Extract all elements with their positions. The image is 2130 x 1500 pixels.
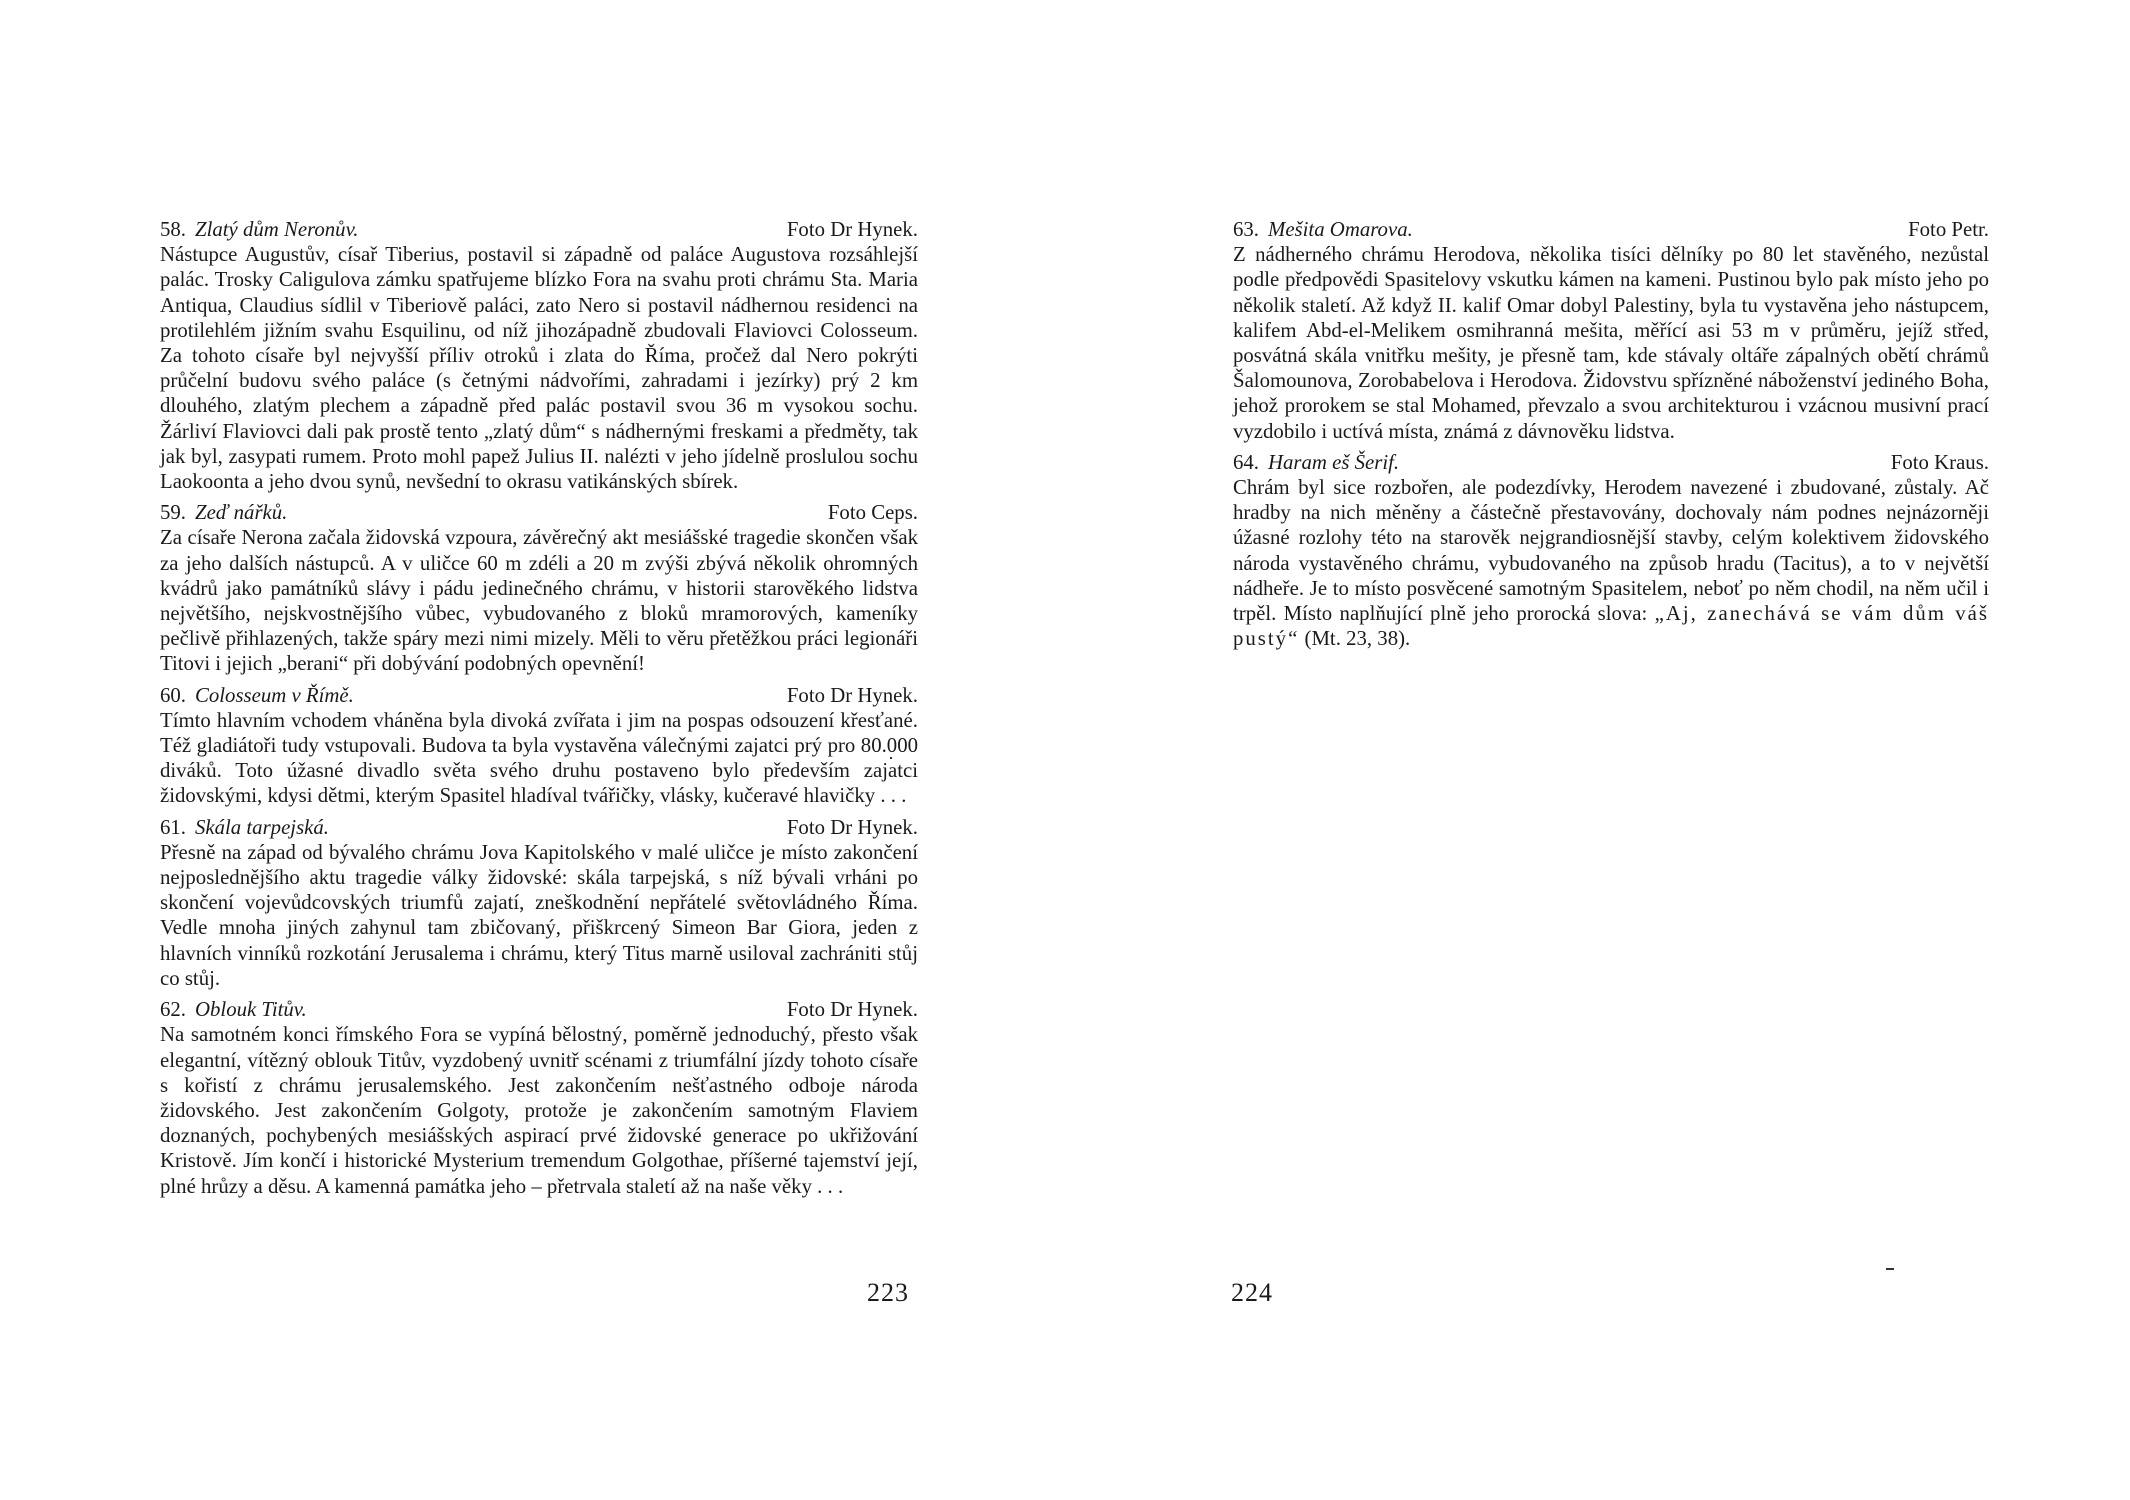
caption-text bbox=[1233, 475, 1989, 651]
right-page bbox=[1065, 0, 2130, 1500]
caption-text: Za císaře Nerona začala židovská vzpoura, závěrečný akt mesiášské tragedie skončen však za jeho dalších nástupců. A v uličce 60 m zdéli a 20 m zvýši zbývá několik ohromných kvádrů jako památníků slávy i pádu jedinečného chrámu, v historii starověkého lidstva největšího, nejskvostnějšího vůbec, vybudovaného z bloků mramorových, kameníky pečlivě přihlazených, takže spáry mezi nimi mizely. Měli to věru přetěžkou práci legionáři Titovi i jejich „berani“ při dobývání podobných opevnění! bbox=[160, 526, 918, 676]
caption-text: Z nádherného chrámu Herodova, několika tisíci dělníky po 80 let stavěného, nezůstal podle předpovědi Spasitelovy vskutku kámen na kameni. Pustinou bylo pak místo jeho po několik staletí. Až když II. kalif Omar dobyl Palestiny, byla tu vystavěna jeho nástupcem, kalifem Abd-el-Melikem osmihranná mešita, měřící asi 53 m v průměru, jejíž střed, posvátná skála vnitřku mešity, je přesně tam, kde stávaly oltáře zápalných obětí chrámů Šalomounova, Zorobabelova i Herodova. Židovstvu spřízněné náboženství jediného Boha, jehož prorokem se stal Mohamed, převzalo a svou architekturou i vzácnou musivní prací vyzdobilo i uctívá místa, známá z dávnověku lidstva. bbox=[1233, 243, 1989, 443]
caption-heading bbox=[160, 500, 918, 525]
photo-credit: Foto Dr Hynek. bbox=[786, 683, 918, 707]
caption-entry-63 bbox=[1233, 217, 1989, 444]
caption-number: 64. bbox=[1233, 450, 1259, 474]
caption-entry-61 bbox=[160, 815, 918, 991]
caption-entry-60 bbox=[160, 683, 918, 809]
scripture-quote: „Aj, zanechává se vám dům váš pustý“ bbox=[1233, 602, 1989, 651]
caption-number: 61. bbox=[160, 815, 186, 839]
caption-text: Přesně na západ od bývalého chrámu Jova Kapitolského v malé uličce je místo zakončení nejposlednějšího aktu tragedie války židovské: skála tarpejská, s níž bývali vrháni po skončení vojevůdcovských triumfů zajatí, zneškodnění nepřátelé světovládného Říma. Vedle mnoha jiných zahynul tam zbičovaný, přiškrcený Simeon Bar Giora, jeden z hlavních vinníků rozkotání Jerusalema i chrámu, který Titus marně usiloval zachrániti stůj co stůj. bbox=[160, 840, 918, 990]
caption-heading bbox=[1233, 450, 1989, 475]
right-page-column bbox=[1233, 217, 1989, 657]
caption-text: Nástupce Augustův, císař Tiberius, postavil si západně od paláce Augustova rozsáhlejší palác. Trosky Caligulova zámku spatřujeme blízko Fora na svahu proti chrámu Sta. Maria Antiqua, Claudius sídlil v Tiberiově paláci, zato Nero si postavil nádhernou residenci na protilehlém jižním svahu Esquilinu, od níž jihozápadně zbudovali Flaviovci Colosseum. Za tohoto císaře byl nejvyšší příliv otroků i zlata do Říma, pročež dal Nero pokrýti průčelní budovu svého paláce (s četnými nádvořími, zahradami i jezírky) prý 2 km dlouhého, zlatým plechem a západně před palác postavil svou 36 m vysokou sochu. Žárliví Flaviovci dali pak prostě tento „zlatý dům“ s nádhernými freskami a předměty, tak jak byl, zasypati rumem. Proto mohl papež Julius II. nalézti v jeho jídelně proslulou sochu Laokoonta a jeho dvou synů, nevšední to okrasu vatikánských sbírek. bbox=[160, 243, 918, 494]
print-speck bbox=[1886, 1268, 1894, 1270]
caption-text-main: Chrám byl sice rozbořen, ale podezdívky, Herodem navezené i zbudované, zůstaly. Ač hradby na nich měněny a částečně přestavovány, dochovaly nám podnes nejnázorněji úžasné rozlohy této na starověk nejgrandiosnější stavby, celým kolektivem židovského národa vystavěného chrámu, vybudovaného na způsob hradu (Tacitus), a to v největší nádheře. Je to místo posvěcené samotným Spasitelem, neboť po něm chodil, na něm učil i trpěl. Místo naplňující plně jeho prorocká slova: bbox=[1233, 476, 1989, 626]
left-page-column bbox=[160, 217, 918, 1205]
caption-title: Mešita Omarova. bbox=[1268, 218, 1413, 241]
photo-credit: Foto Dr Hynek. bbox=[786, 815, 918, 839]
print-speck bbox=[890, 757, 892, 759]
scripture-reference: (Mt. 23, 38). bbox=[1304, 627, 1411, 651]
page-number: 224 bbox=[1231, 1278, 1273, 1307]
photo-credit: Foto Dr Hynek. bbox=[786, 998, 918, 1022]
caption-heading bbox=[1233, 217, 1989, 242]
caption-number: 63. bbox=[1233, 218, 1259, 241]
caption-title: Zeď nářků. bbox=[195, 501, 288, 525]
caption-number: 62. bbox=[160, 998, 186, 1022]
caption-heading bbox=[160, 683, 918, 708]
caption-number: 60. bbox=[160, 683, 186, 707]
caption-number: 58. bbox=[160, 218, 186, 241]
caption-number: 59. bbox=[160, 501, 186, 525]
photo-credit: Foto Petr. bbox=[1908, 218, 1989, 241]
caption-title: Zlatý dům Neronův. bbox=[195, 218, 359, 241]
caption-title: Haram eš Šerif. bbox=[1268, 450, 1400, 474]
caption-title: Oblouk Titův. bbox=[195, 998, 307, 1022]
caption-heading bbox=[160, 217, 918, 242]
caption-entry-62 bbox=[160, 997, 918, 1199]
caption-text: Tímto hlavním vchodem vháněna byla divoká zvířata i jim na pospas odsouzení křesťané. Též gladiátoři tudy vstupovali. Budova ta byla vystavěna válečnými zajatci prý pro 80.000 diváků. Toto úžasné divadlo světa svého druhu postaveno bylo především zajatci židovskými, kdysi dětmi, kterým Spasitel hladíval tvářičky, vlásky, kučeravé hlavičky . . . bbox=[160, 708, 918, 808]
caption-title: Colosseum v Římě. bbox=[195, 683, 354, 707]
photo-credit: Foto Ceps. bbox=[827, 501, 918, 525]
caption-entry-59 bbox=[160, 500, 918, 676]
page-number: 223 bbox=[867, 1278, 909, 1307]
caption-entry-58 bbox=[160, 217, 918, 494]
caption-entry-64 bbox=[1233, 450, 1989, 652]
caption-heading bbox=[160, 997, 918, 1022]
photo-credit: Foto Kraus. bbox=[1890, 450, 1989, 474]
caption-heading bbox=[160, 815, 918, 840]
photo-credit: Foto Dr Hynek. bbox=[786, 218, 918, 241]
caption-text: Na samotném konci římského Fora se vypíná bělostný, poměrně jednoduchý, přesto však elegantní, vítězný oblouk Titův, vyzdobený uvnitř scénami z triumfální jízdy tohoto císaře s kořistí z chrámu jerusalemského. Jest zakončením nešťastného odboje národa židovského. Jest zakončením Golgoty, protože je zakončením samotným Flaviem doznaných, pochybených mesiášských aspirací prvé židovské generace po ukřižování Kristově. Jím končí i historické Mysterium tremendum Golgothae, příšerné tajemství její, plné hrůzy a děsu. A kamenná památka jeho – přetrvala staletí až na naše věky . . . bbox=[160, 1023, 918, 1198]
caption-title: Skála tarpejská. bbox=[195, 815, 330, 839]
